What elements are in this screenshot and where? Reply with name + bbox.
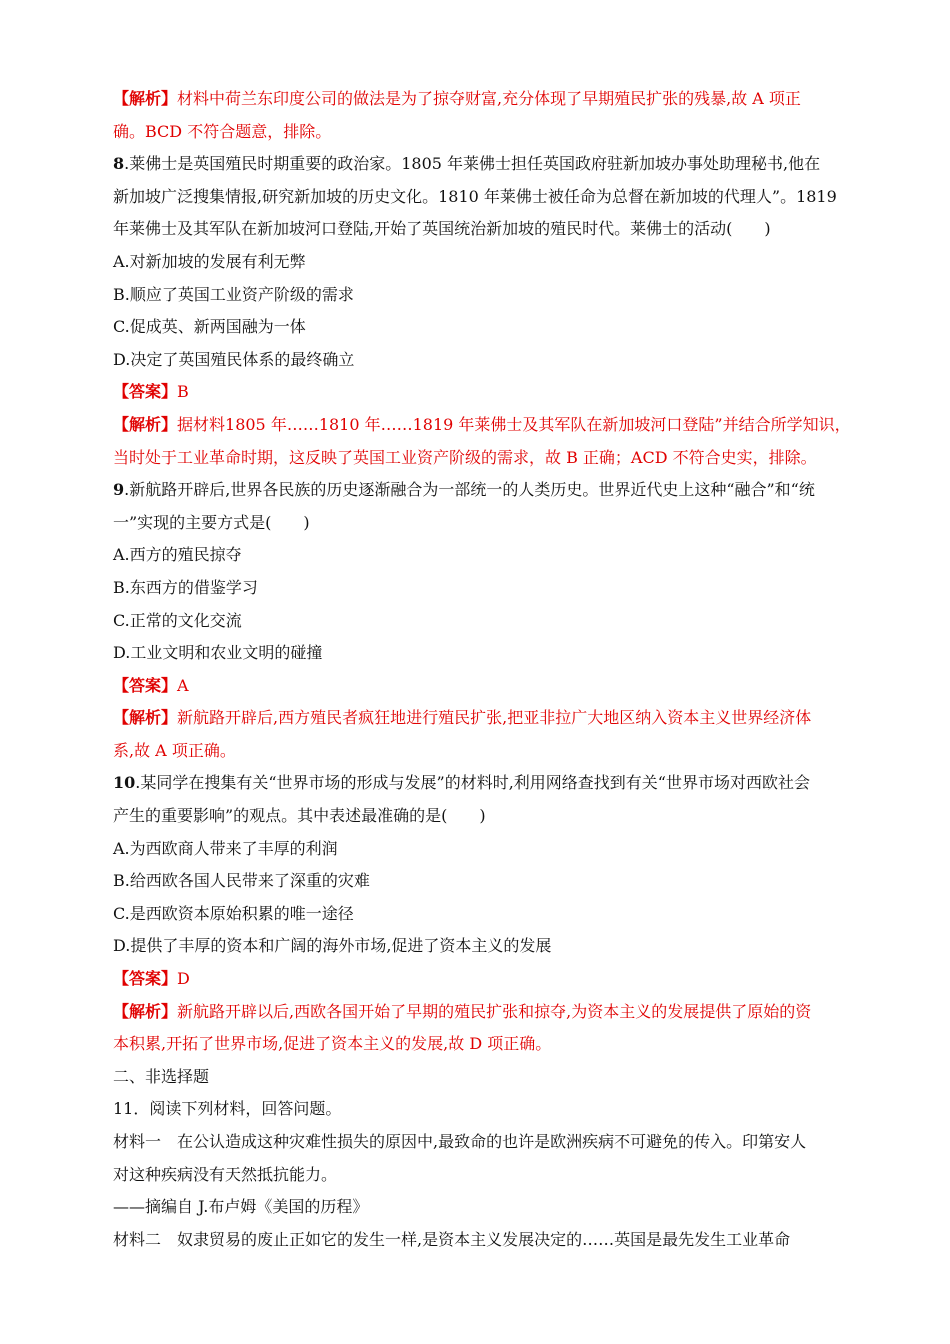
question-9-analysis-line-1: [113, 702, 843, 735]
answer-value: B: [177, 382, 189, 402]
analysis-text: 据材料1805 年……1810 年……1819 年莱佛士及其军队在新加坡河口登陆”并结合所学知识，: [177, 414, 851, 434]
question-number: 8: [113, 154, 125, 174]
question-9-line-1: [113, 474, 843, 507]
question-11-intro: 11．阅读下列材料，回答问题。: [113, 1099, 342, 1119]
question-11-material-1-line-1: 材料一 在公认造成这种灾难性损失的原因中,最致命的也许是欧洲疾病不可避免的传入。印第安人: [113, 1132, 807, 1151]
question-9-line-2: 一”实现的主要方式是( ): [113, 512, 310, 532]
question-8-analysis-line-2: 当时处于工业革命时期，这反映了英国工业资产阶级的需求，故 B 正确；ACD 不符合史实，排除。: [113, 447, 817, 467]
question-10-option-a: A.为西欧商人带来了丰厚的利润: [113, 838, 338, 858]
question-8-analysis-line-1: [113, 409, 851, 442]
question-8-option-c: C.促成英、新两国融为一体: [113, 317, 306, 337]
question-9-analysis-line-2: 系,故 A 项正确。: [113, 740, 236, 760]
document-body: [113, 83, 851, 1256]
question-9-option-c: C.正常的文化交流: [113, 610, 242, 630]
question-9-option-b: B.东西方的借鉴学习: [113, 577, 258, 597]
answer-value: A: [177, 675, 189, 695]
question-10-analysis-line-1: [113, 996, 843, 1029]
question-10-line-2: 产生的重要影响”的观点。其中表述最准确的是( ): [113, 806, 486, 826]
question-11-material-1-line-2: 对这种疾病没有天然抵抗能力。: [113, 1164, 338, 1184]
analysis-tag: 【解析】: [113, 89, 178, 108]
analysis-prev-line-2: 确。BCD 不符合题意，排除。: [113, 121, 332, 141]
question-8-option-b: B.顺应了英国工业资产阶级的需求: [113, 284, 354, 304]
question-8-option-d: D.决定了英国殖民体系的最终确立: [113, 349, 355, 369]
answer-tag: 【答案】: [113, 382, 178, 402]
question-number: 9: [113, 480, 125, 500]
question-10-answer: [113, 963, 843, 996]
question-10-line-1: [113, 767, 843, 800]
question-10-analysis-line-2: 本积累,开拓了世界市场,促进了资本主义的发展,故 D 项正确。: [113, 1034, 552, 1054]
answer-value: D: [177, 969, 190, 989]
analysis-text: 新航路开辟以后,西欧各国开始了早期的殖民扩张和掠夺,为资本主义的发展提供了原始的资: [177, 1001, 812, 1021]
question-11-material-1-source: ——摘编自 J.布卢姆《美国的历程》: [113, 1197, 369, 1217]
question-9-option-a: A.西方的殖民掠夺: [113, 545, 242, 565]
question-9-option-d: D.工业文明和农业文明的碰撞: [113, 643, 323, 663]
analysis-tag: 【解析】: [113, 1001, 178, 1021]
question-8-option-a: A.对新加坡的发展有利无弊: [113, 251, 306, 271]
question-text: .莱佛士是英国殖民时期重要的政治家。1805 年莱佛士担任英国政府驻新加坡办事处助理秘书,他在: [124, 154, 821, 174]
answer-tag: 【答案】: [113, 675, 178, 695]
question-8-answer: [113, 376, 843, 409]
question-9-answer: [113, 670, 843, 703]
question-8-line-1: [113, 148, 843, 181]
analysis-prev-line-1: [113, 83, 843, 116]
question-10-option-d: D.提供了丰厚的资本和广阔的海外市场,促进了资本主义的发展: [113, 936, 552, 956]
analysis-tag: 【解析】: [113, 708, 178, 728]
analysis-text: 新航路开辟后,西方殖民者疯狂地进行殖民扩张,把亚非拉广大地区纳入资本主义世界经济体: [177, 708, 812, 728]
question-number: 10: [113, 773, 136, 793]
analysis-text: 材料中荷兰东印度公司的做法是为了掠夺财富,充分体现了早期殖民扩张的残暴,故 A 项正: [177, 89, 801, 108]
question-11-material-2-line-1: 材料二 奴隶贸易的废止正如它的发生一样,是资本主义发展决定的……英国是最先发生工业革命: [113, 1229, 791, 1249]
question-text: .某同学在搜集有关“世界市场的形成与发展”的材料时,利用网络查找到有关“世界市场对西欧社会: [135, 773, 810, 793]
question-8-line-3: 年莱佛士及其军队在新加坡河口登陆,开始了英国统治新加坡的殖民时代。莱佛士的活动( ): [113, 219, 771, 239]
question-10-option-c: C.是西欧资本原始积累的唯一途径: [113, 903, 354, 923]
question-10-option-b: B.给西欧各国人民带来了深重的灾难: [113, 871, 370, 891]
answer-tag: 【答案】: [113, 969, 178, 989]
question-8-line-2: 新加坡广泛搜集情报,研究新加坡的历史文化。1810 年莱佛士被任命为总督在新加坡的代理人”。1819: [113, 186, 837, 206]
question-text: .新航路开辟后,世界各民族的历史逐渐融合为一部统一的人类历史。世界近代史上这种“融合”和“统: [124, 480, 815, 500]
section-heading-non-choice: 二、非选择题: [113, 1066, 210, 1086]
analysis-tag: 【解析】: [113, 414, 178, 434]
